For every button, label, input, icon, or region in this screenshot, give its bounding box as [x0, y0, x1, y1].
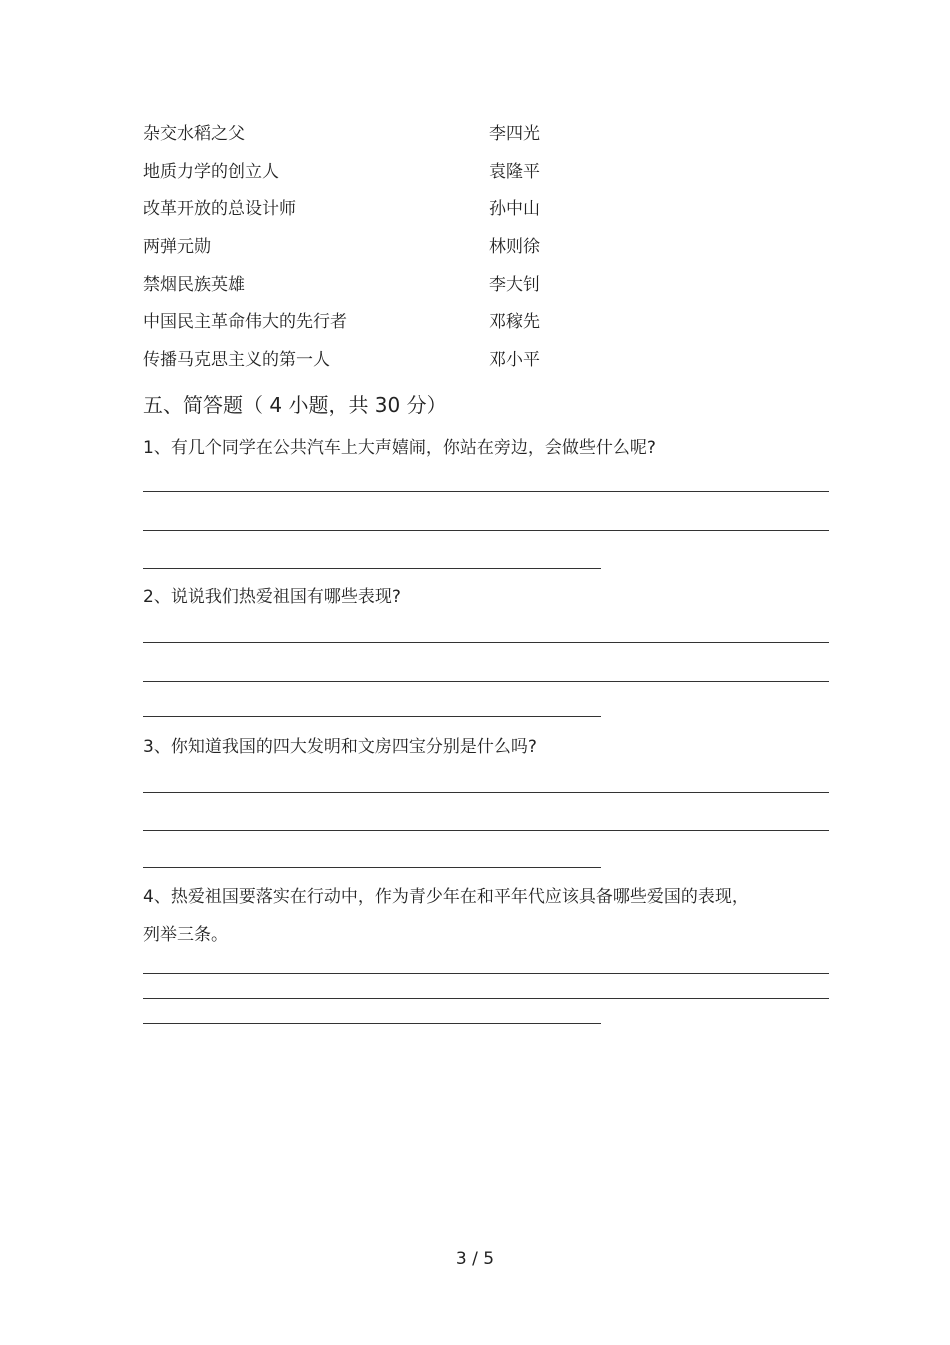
- question-1: 1、有几个同学在公共汽车上大声嬉闹，你站在旁边，会做些什么呢?: [143, 438, 656, 458]
- matching-row: [143, 309, 643, 335]
- question-2: 2、说说我们热爱祖国有哪些表现?: [143, 587, 401, 607]
- matching-row: [143, 234, 643, 260]
- answer-line[interactable]: [143, 792, 829, 793]
- question-3: 3、你知道我国的四大发明和文房四宝分别是什么吗?: [143, 737, 537, 757]
- matching-row: [143, 159, 643, 185]
- answer-line[interactable]: [143, 568, 601, 569]
- matching-person: 邓稼先: [489, 312, 540, 332]
- matching-person: 李四光: [489, 124, 540, 144]
- question-4: 4、热爱祖国要落实在行动中，作为青少年在和平年代应该具备哪些爱国的表现，列举三条。: [143, 887, 749, 945]
- answer-line[interactable]: [143, 867, 601, 868]
- answer-line[interactable]: [143, 716, 601, 717]
- matching-description: 地质力学的创立人: [143, 162, 279, 182]
- matching-person: 袁隆平: [489, 162, 540, 182]
- answer-line[interactable]: [143, 973, 829, 974]
- matching-person: 李大钊: [489, 275, 540, 295]
- matching-description: 传播马克思主义的第一人: [143, 350, 330, 370]
- matching-row: [143, 272, 643, 298]
- matching-description: 改革开放的总设计师: [143, 199, 296, 219]
- matching-person: 邓小平: [489, 350, 540, 370]
- matching-person: 林则徐: [489, 237, 540, 257]
- answer-line[interactable]: [143, 491, 829, 492]
- matching-description: 禁烟民族英雄: [143, 275, 245, 295]
- answer-line[interactable]: [143, 1023, 601, 1024]
- answer-line[interactable]: [143, 681, 829, 682]
- matching-description: 中国民主革命伟大的先行者: [143, 312, 347, 332]
- answer-line[interactable]: [143, 830, 829, 831]
- section-title: 五、简答题（ 4 小题，共 30 分）: [143, 393, 447, 417]
- matching-description: 两弹元勋: [143, 237, 211, 257]
- matching-row: [143, 347, 643, 373]
- matching-person: 孙中山: [489, 199, 540, 219]
- page-number: 3 / 5: [455, 1249, 495, 1269]
- answer-line[interactable]: [143, 998, 829, 999]
- answer-line[interactable]: [143, 642, 829, 643]
- answer-line[interactable]: [143, 530, 829, 531]
- matching-row: [143, 196, 643, 222]
- matching-row: [143, 121, 643, 147]
- matching-description: 杂交水稻之父: [143, 124, 245, 144]
